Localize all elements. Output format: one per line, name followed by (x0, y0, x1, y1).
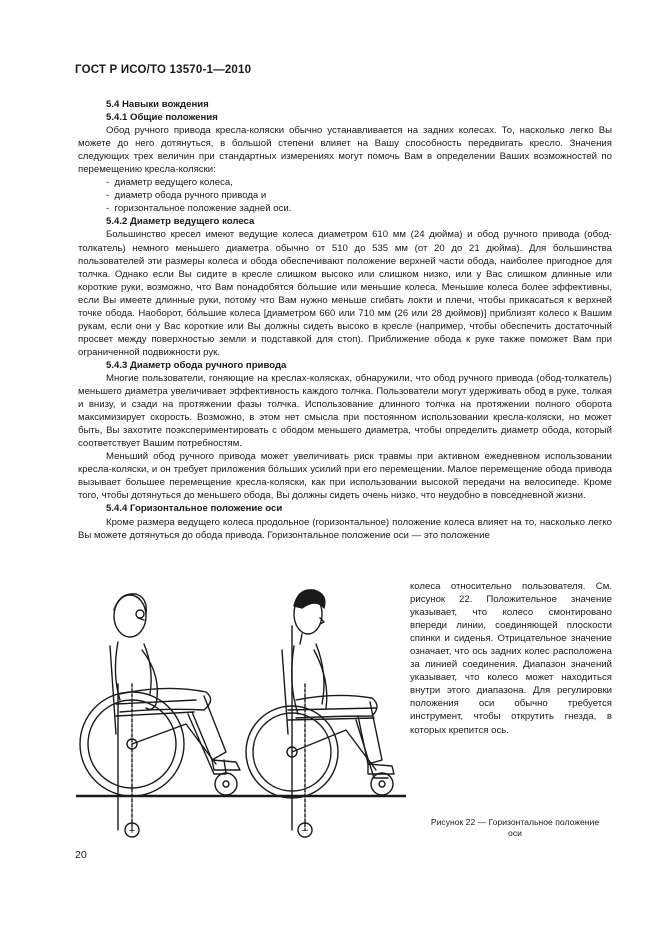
figure-22-illustration (76, 584, 406, 840)
main-text (78, 98, 612, 542)
list-item-rim-diameter: - диаметр обода ручного привода и (78, 189, 612, 202)
page-number: 20 (75, 849, 87, 861)
paragraph-general: Обод ручного привода кресла-коляски обычно устанавливается на задних колесах. То, насколько легко Вы можете до него дотянуться, в большой степени влияет на Вашу способность передвигать кресло. Значения следующих трех величин при стандартных измерениях могут помочь Вам в определении Ваших возможностей по перемещению кресла-коляски: (78, 125, 612, 176)
paragraph-axle-position: Кроме размера ведущего колеса продольное (горизонтальное) положение колеса влияет на то, насколько легко Вы можете дотянуться до обода привода. Горизонтальное положение оси — это положение (78, 516, 612, 541)
axle-rear-marker: − (301, 825, 309, 837)
paragraph-rim-diameter-2: Меньший обод ручного привода может увеличивать риск травмы при активном ежедневном использовании кресла-коляски, и он требует приложения бо́льших усилий при его перемещении. Малое перемещение обода привода вызывает большее перемещение кресла-коляски, как при использовании высокой передачи на велосипеде. Кроме того, чтобы дотянуться до меньшего обода, Вы должны сидеть очень низко, что неудобно в повседневной жизни. (78, 451, 612, 502)
section-heading-5-4: 5.4 Навыки вождения (106, 99, 209, 110)
section-heading-5-4-2: 5.4.2 Диаметр ведущего колеса (106, 216, 255, 228)
list-item-wheel-diameter: - диаметр ведущего колеса, (78, 176, 612, 189)
list-item-axle-position: - горизонтальное положение задней оси. (78, 202, 612, 215)
section-heading-5-4-4: 5.4.4 Горизонтальное положение оси (106, 503, 283, 515)
paragraph-rim-diameter-1: Многие пользователи, гоняющие на креслах-колясках, обнаружили, что обод ручного привода (обод-толкатель) меньшего диаметра увеличивает эффективность каждого толчка. Пользователи могут удерживать обод в руке, толкая и внизу, и сзади на протяжении фазы толчка. Использование длинного толчка на протяжении полного оборота максимизирует скорость. Возможно, в этом нет смысла при постоянном использовании кресла-коляски, но может быть, Вы захотите поэкспериментировать с ободом меньшего диаметра, чтобы определить диаметр обода, который соответствует Вашим потребностям. (78, 372, 612, 450)
figure-caption: Рисунок 22 — Горизонтальное положение оси (430, 817, 600, 838)
paragraph-wheel-diameter: Большинство кресел имеют ведущие колеса диаметром 610 мм (24 дюйма) и обод ручного привода (обод-толкатель) немного меньшего диаметра обычно от 510 до 535 мм (от 20 до 21 дюйма). Для большинства пользователей эти размеры колеса и обода обеспечивают положение верхней части обода, наиболее пригодное для толчка. Однако если Вы сидите в кресле слишком высоко или слишком низко, или у Вас слишком длинные или короткие руки, возможно, что Вам понадобятся бо́льшие или меньшие колеса. Меньшие колеса более эффективны, если Вы имеете длинные руки, потому что Вам нужно меньше сгибать локти и плечи, чтобы прикасаться к верхней точке обода. Наоборот, бо́льшие колеса [диаметром 660 или 710 мм (26 или 28 дюймов)] приблизят колесо к Вашим рукам, если они у Вас короткие или Вы должны сидеть высоко в кресле (например, чтобы обеспечить достаточный просвет между поверхностью земли и подставкой для стоп). Приближение обода к руке также поможет Вам при ограниченной подвижности рук. (78, 229, 612, 358)
section-heading-5-4-3: 5.4.3 Диаметр обода ручного привода (106, 359, 287, 371)
standard-header: ГОСТ Р ИСО/ТО 13570-1—2010 (75, 64, 252, 76)
paragraph-axle-position-continued: колеса относительно пользователя. См. рисунок 22. Положительное значение указывает, что колесо смонтировано впереди линии, соединяющей плоскости спинки и сиденья. Отрицательное значение означает, что ось задних колес расположена за линией соединения. Диапазон значений указывает, что колесо может находиться внутри этого диапазона. Для регулировки положения оси обычно требуется инструмент, чтобы открутить гнезда, в которых крепится ось. (410, 581, 612, 736)
axle-forward-marker: + (128, 825, 136, 837)
section-heading-5-4-1: 5.4.1 Общие положения (106, 112, 218, 124)
